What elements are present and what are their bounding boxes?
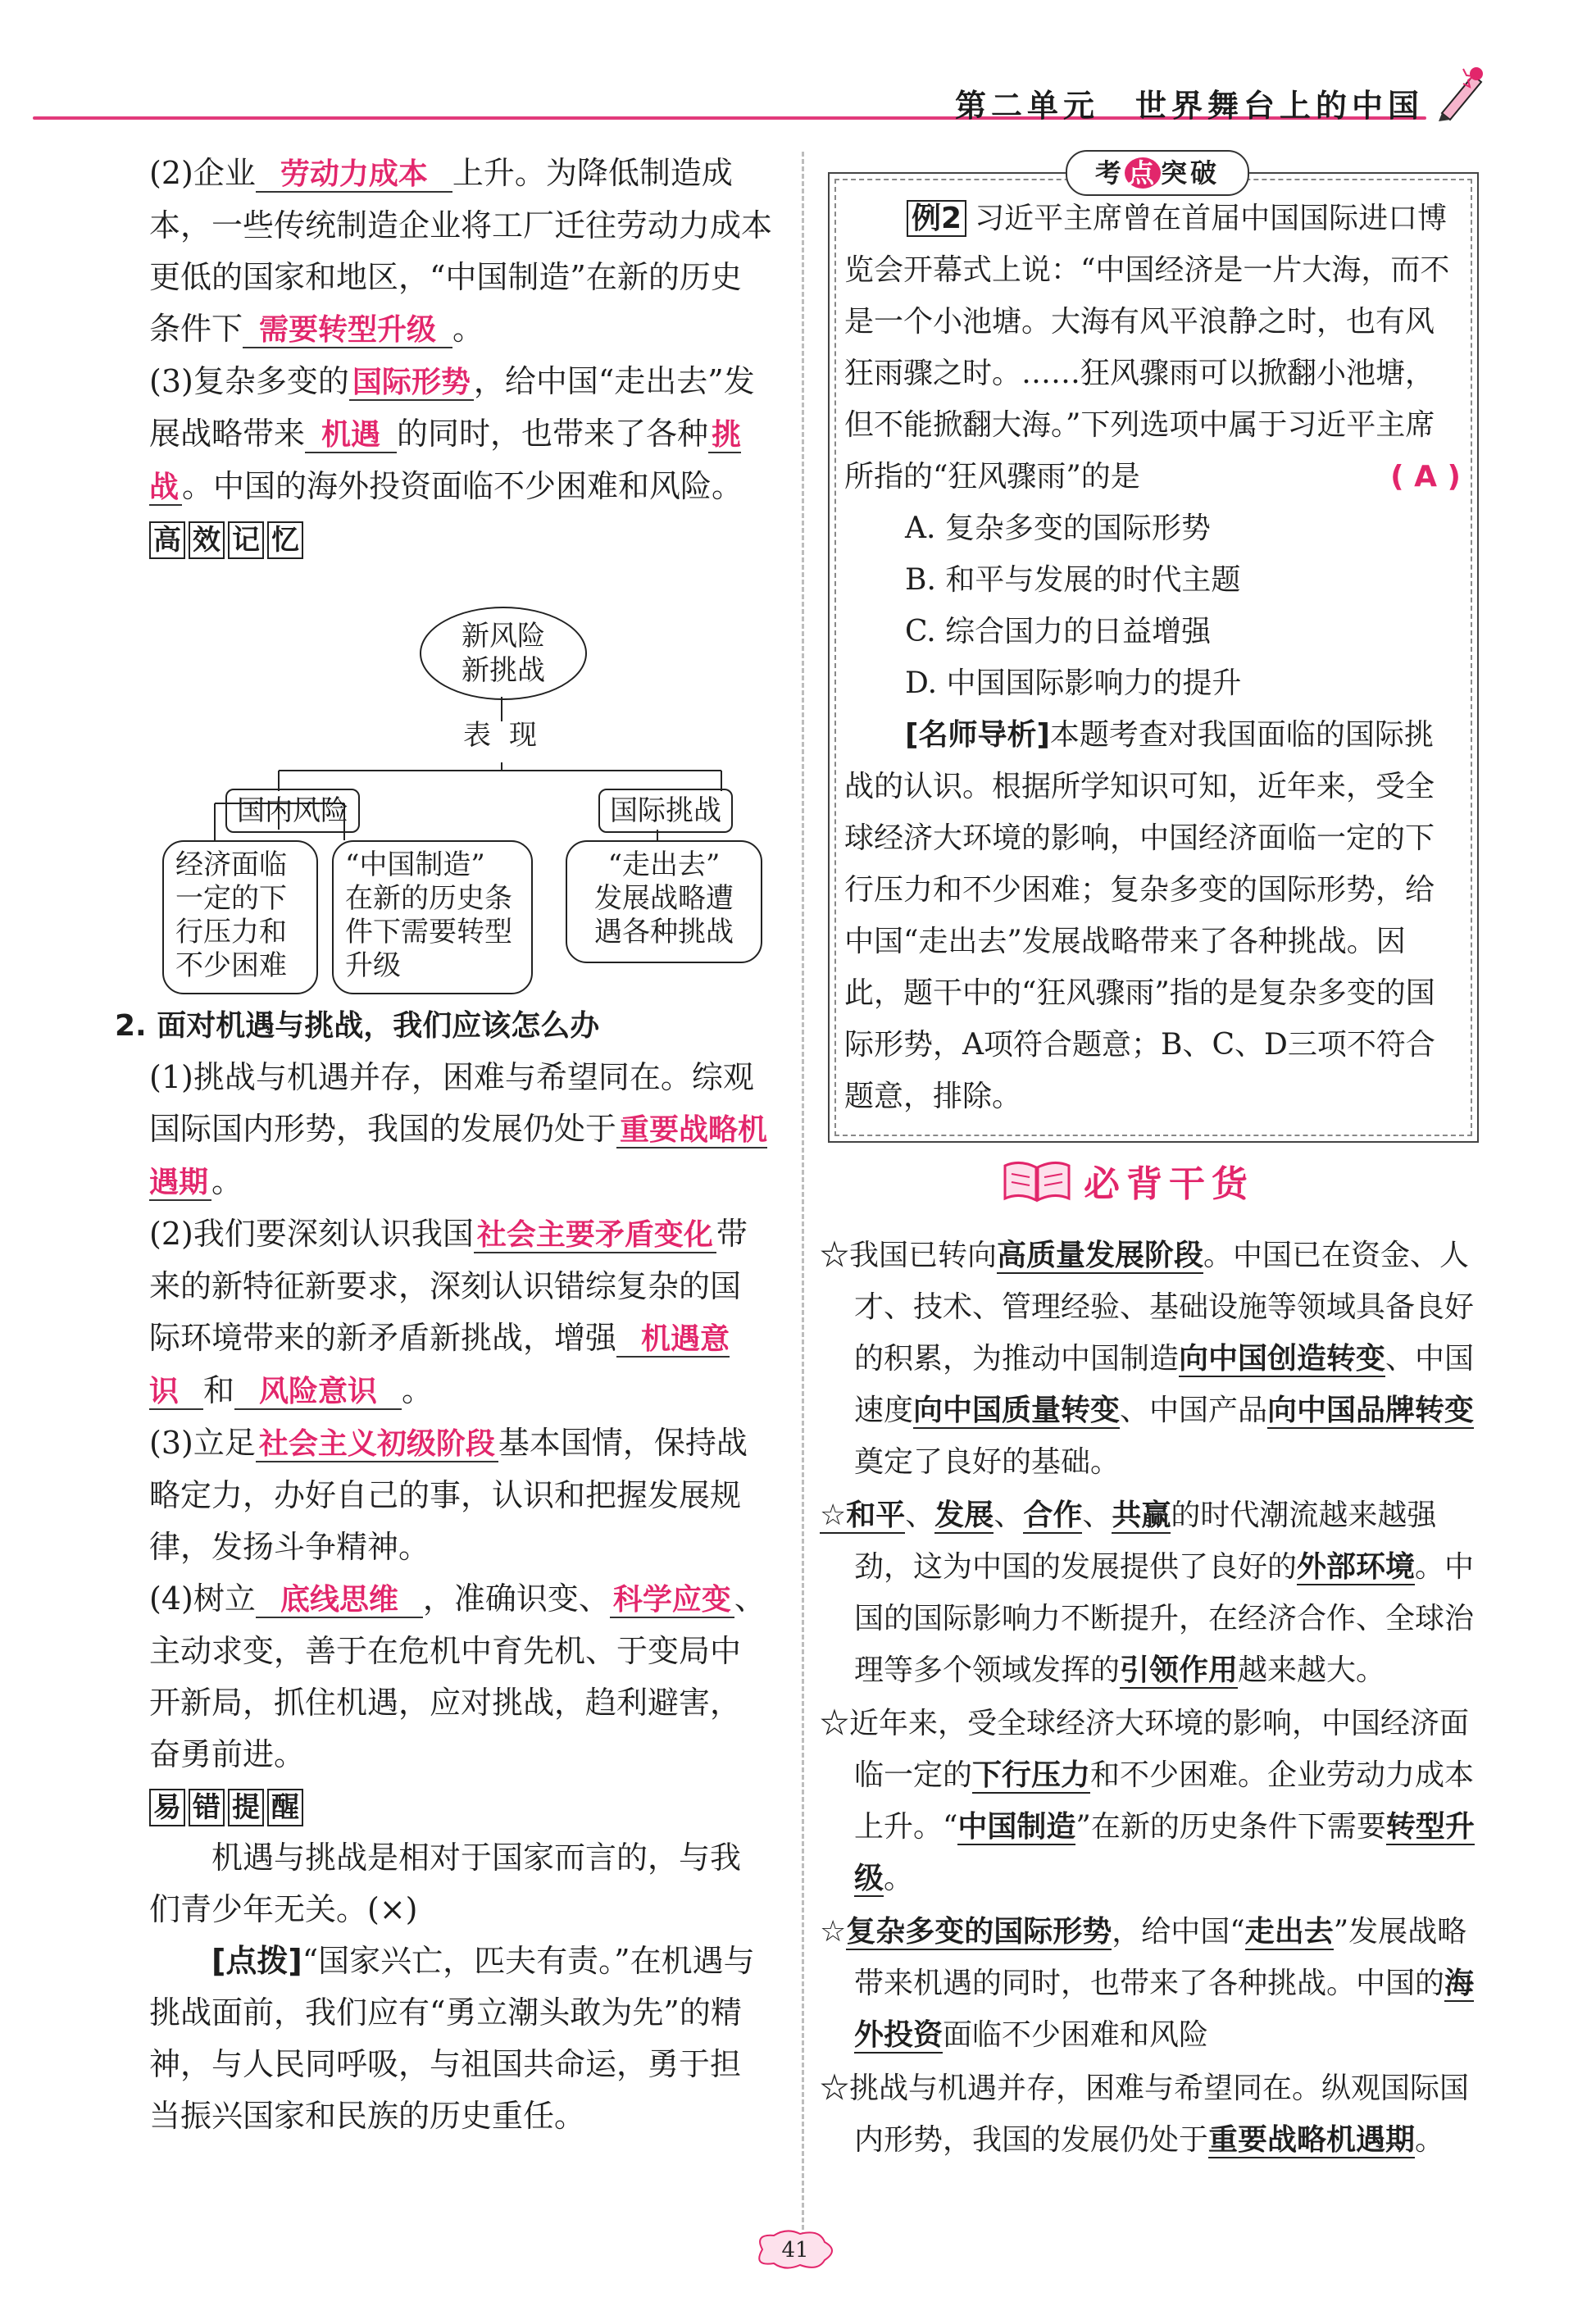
exam-badge: 考 点 突破: [1066, 150, 1249, 196]
option-a: A. 复杂多变的国际形势: [905, 512, 1211, 545]
question-2-title: 2. 面对机遇与挑战，我们应该怎么办: [115, 1009, 600, 1043]
diagram-leaf-economy: 经济面临 一定的下 行压力和 不少困难: [162, 840, 318, 994]
book-icon: [1000, 1156, 1074, 1205]
options: [844, 503, 1461, 709]
option-b: B. 和平与发展的时代主题: [905, 563, 1241, 597]
unit-title: 第二单元 世界舞台上的中国: [954, 87, 1424, 124]
answer-blank: 社会主要矛盾变化: [474, 1218, 716, 1253]
answer-blank: 社会主义初级阶段: [256, 1427, 498, 1462]
answer-blank: 挑战: [149, 418, 742, 504]
concept-diagram: [156, 598, 779, 1008]
page-number: 41: [781, 2238, 809, 2263]
diagram-label-domestic: 国内风险: [225, 789, 360, 833]
must-know-list: [820, 1230, 1480, 2166]
memory-label: 高 效 记 忆: [149, 521, 303, 559]
answer-blank: 需要转型升级: [243, 313, 452, 348]
pencil-icon: [1430, 64, 1489, 123]
answer-blank: 劳动力成本: [256, 157, 452, 193]
para-3: (3)复杂多变的 国际形势 ，给中国“走出去”发展战略带来 机遇 的同时，也带来了各种 挑战 。中国的海外投资面临不少困难和风险。: [149, 363, 755, 504]
answer-blank: 机遇: [305, 418, 397, 453]
diagram-leaf-made-in-china: “中国制造” 在新的历史条 件下需要转型 升级: [332, 840, 533, 994]
answer-blank: 国际形势: [349, 366, 474, 401]
hint-text: [点拨]“国家兴亡，匹夫有责。”在机遇与挑战面前，我们应有“勇立潮头敢为先”的精神，与人民同呼吸，与祖国共命运，勇于担当振兴国家和民族的历史重任。: [149, 1943, 755, 2134]
diagram-label-international: 国际挑战: [598, 789, 733, 833]
diagram-root: 新风险 新挑战: [420, 607, 587, 700]
must-item-2: ☆和平、发展、合作、共赢的时代潮流越来越强劲，这为中国的发展提供了良好的外部环境。中国的国际影响力不断提升，在经济合作、全球治理等多个领域发挥的引领作用越来越大。: [820, 1499, 1475, 1687]
para-2: (2)企业 劳动力成本 上升。为降低制造成本，一些传统制造企业将工厂迁往劳动力成本更低的国家和地区，“中国制造”在新的历史条件下 需要转型升级 。: [149, 155, 773, 347]
example-tag: 例2: [907, 200, 966, 237]
must-know-title: 必背干货: [1000, 1152, 1254, 1209]
answer-blank: 科学应变: [610, 1583, 734, 1618]
column-divider: [802, 152, 804, 2267]
error-text: 机遇与挑战是相对于国家而言的，与我们青少年无关。(×): [149, 1840, 742, 1927]
example-question: 例2 习近平主席曾在首届中国国际进口博览会开幕式上说：“中国经济是一片大海，而不是一个小池塘。大海有风平浪静之时，也有风狂雨骤之时。……狂风骤雨可以掀翻小池塘，但不能掀翻大海。”下列选项中属于习近平主席所指的“狂风骤雨”的是 ( A ): [844, 193, 1461, 503]
q2-item-2: (2)我们要深刻认识我国 社会主要矛盾变化 带来的新特征新要求，深刻认识错综复杂的国际环境带来的新矛盾新挑战，增强 机遇意识 和 风险意识 。: [149, 1216, 748, 1408]
error-label: 易 错 提 醒: [149, 1789, 303, 1826]
option-c: C. 综合国力的日益增强: [905, 615, 1212, 648]
must-item-4: ☆复杂多变的国际形势，给中国“走出去”发展战略带来机遇的同时，也带来了各种挑战。中国的海外投资面临不少困难和风险: [820, 1915, 1475, 2052]
answer-blank: 重要战略机遇期: [149, 1113, 768, 1199]
q2-item-3: (3)立足 社会主义初级阶段 基本国情，保持战略定力，办好自己的事，认识和把握发展规律，发扬斗争精神。: [149, 1425, 748, 1565]
example-block: [844, 193, 1461, 1122]
page-number-badge: [746, 2227, 844, 2272]
answer-blank: 机遇意识: [149, 1322, 730, 1408]
answer-blank: 风险意识: [234, 1375, 402, 1410]
diagram-arrow-label: 表 现: [463, 719, 537, 752]
must-item-1: ☆我国已转向高质量发展阶段。中国已在资金、人才、技术、管理经验、基础设施等领域具备良好的积累，为推动中国制造向中国创造转变、中国速度向中国质量转变、中国产品向中国品牌转变奠定了良好的基础。: [820, 1239, 1475, 1479]
left-block-top: [149, 148, 772, 565]
must-item-3: ☆近年来，受全球经济大环境的影响，中国经济面临一定的下行压力和不少困难。企业劳动力成本上升。“中国制造”在新的历史条件下需要转型升级。: [820, 1707, 1475, 1895]
q2-item-1: (1)挑战与机遇并存，困难与希望同在。综观国际国内形势，我国的发展仍处于 重要战略机遇期 。: [149, 1059, 768, 1199]
answer-blank: 底线思维: [256, 1583, 423, 1618]
answer-mark: ( A ): [1390, 460, 1461, 493]
must-item-5: ☆挑战与机遇并存，困难与希望同在。纵观国际国内形势，我国的发展仍处于重要战略机遇期。: [820, 2072, 1470, 2157]
left-block-bottom: [115, 1000, 771, 2142]
q2-item-4: (4)树立 底线思维 ，准确识变、 科学应变 、主动求变，善于在危机中育先机、于变局中开新局，抓住机遇，应对挑战，趋利避害，奋勇前进。: [149, 1581, 766, 1772]
option-d: D. 中国国际影响力的提升: [905, 666, 1242, 700]
diagram-leaf-going-global: “走出去” 发展战略遭 遇各种挑战: [566, 840, 762, 963]
teacher-guide: [名师导析]本题考查对我国面临的国际挑战的认识。根据所学知识可知，近年来，受全球经济大环境的影响，中国经济面临一定的下行压力和不少困难；复杂多变的国际形势，给中国“走出去”发展战略带来了各种挑战。因此，题干中的“狂风骤雨”指的是复杂多变的国际形势，A项符合题意；B、C、D三项不符合题意，排除。: [844, 718, 1435, 1113]
